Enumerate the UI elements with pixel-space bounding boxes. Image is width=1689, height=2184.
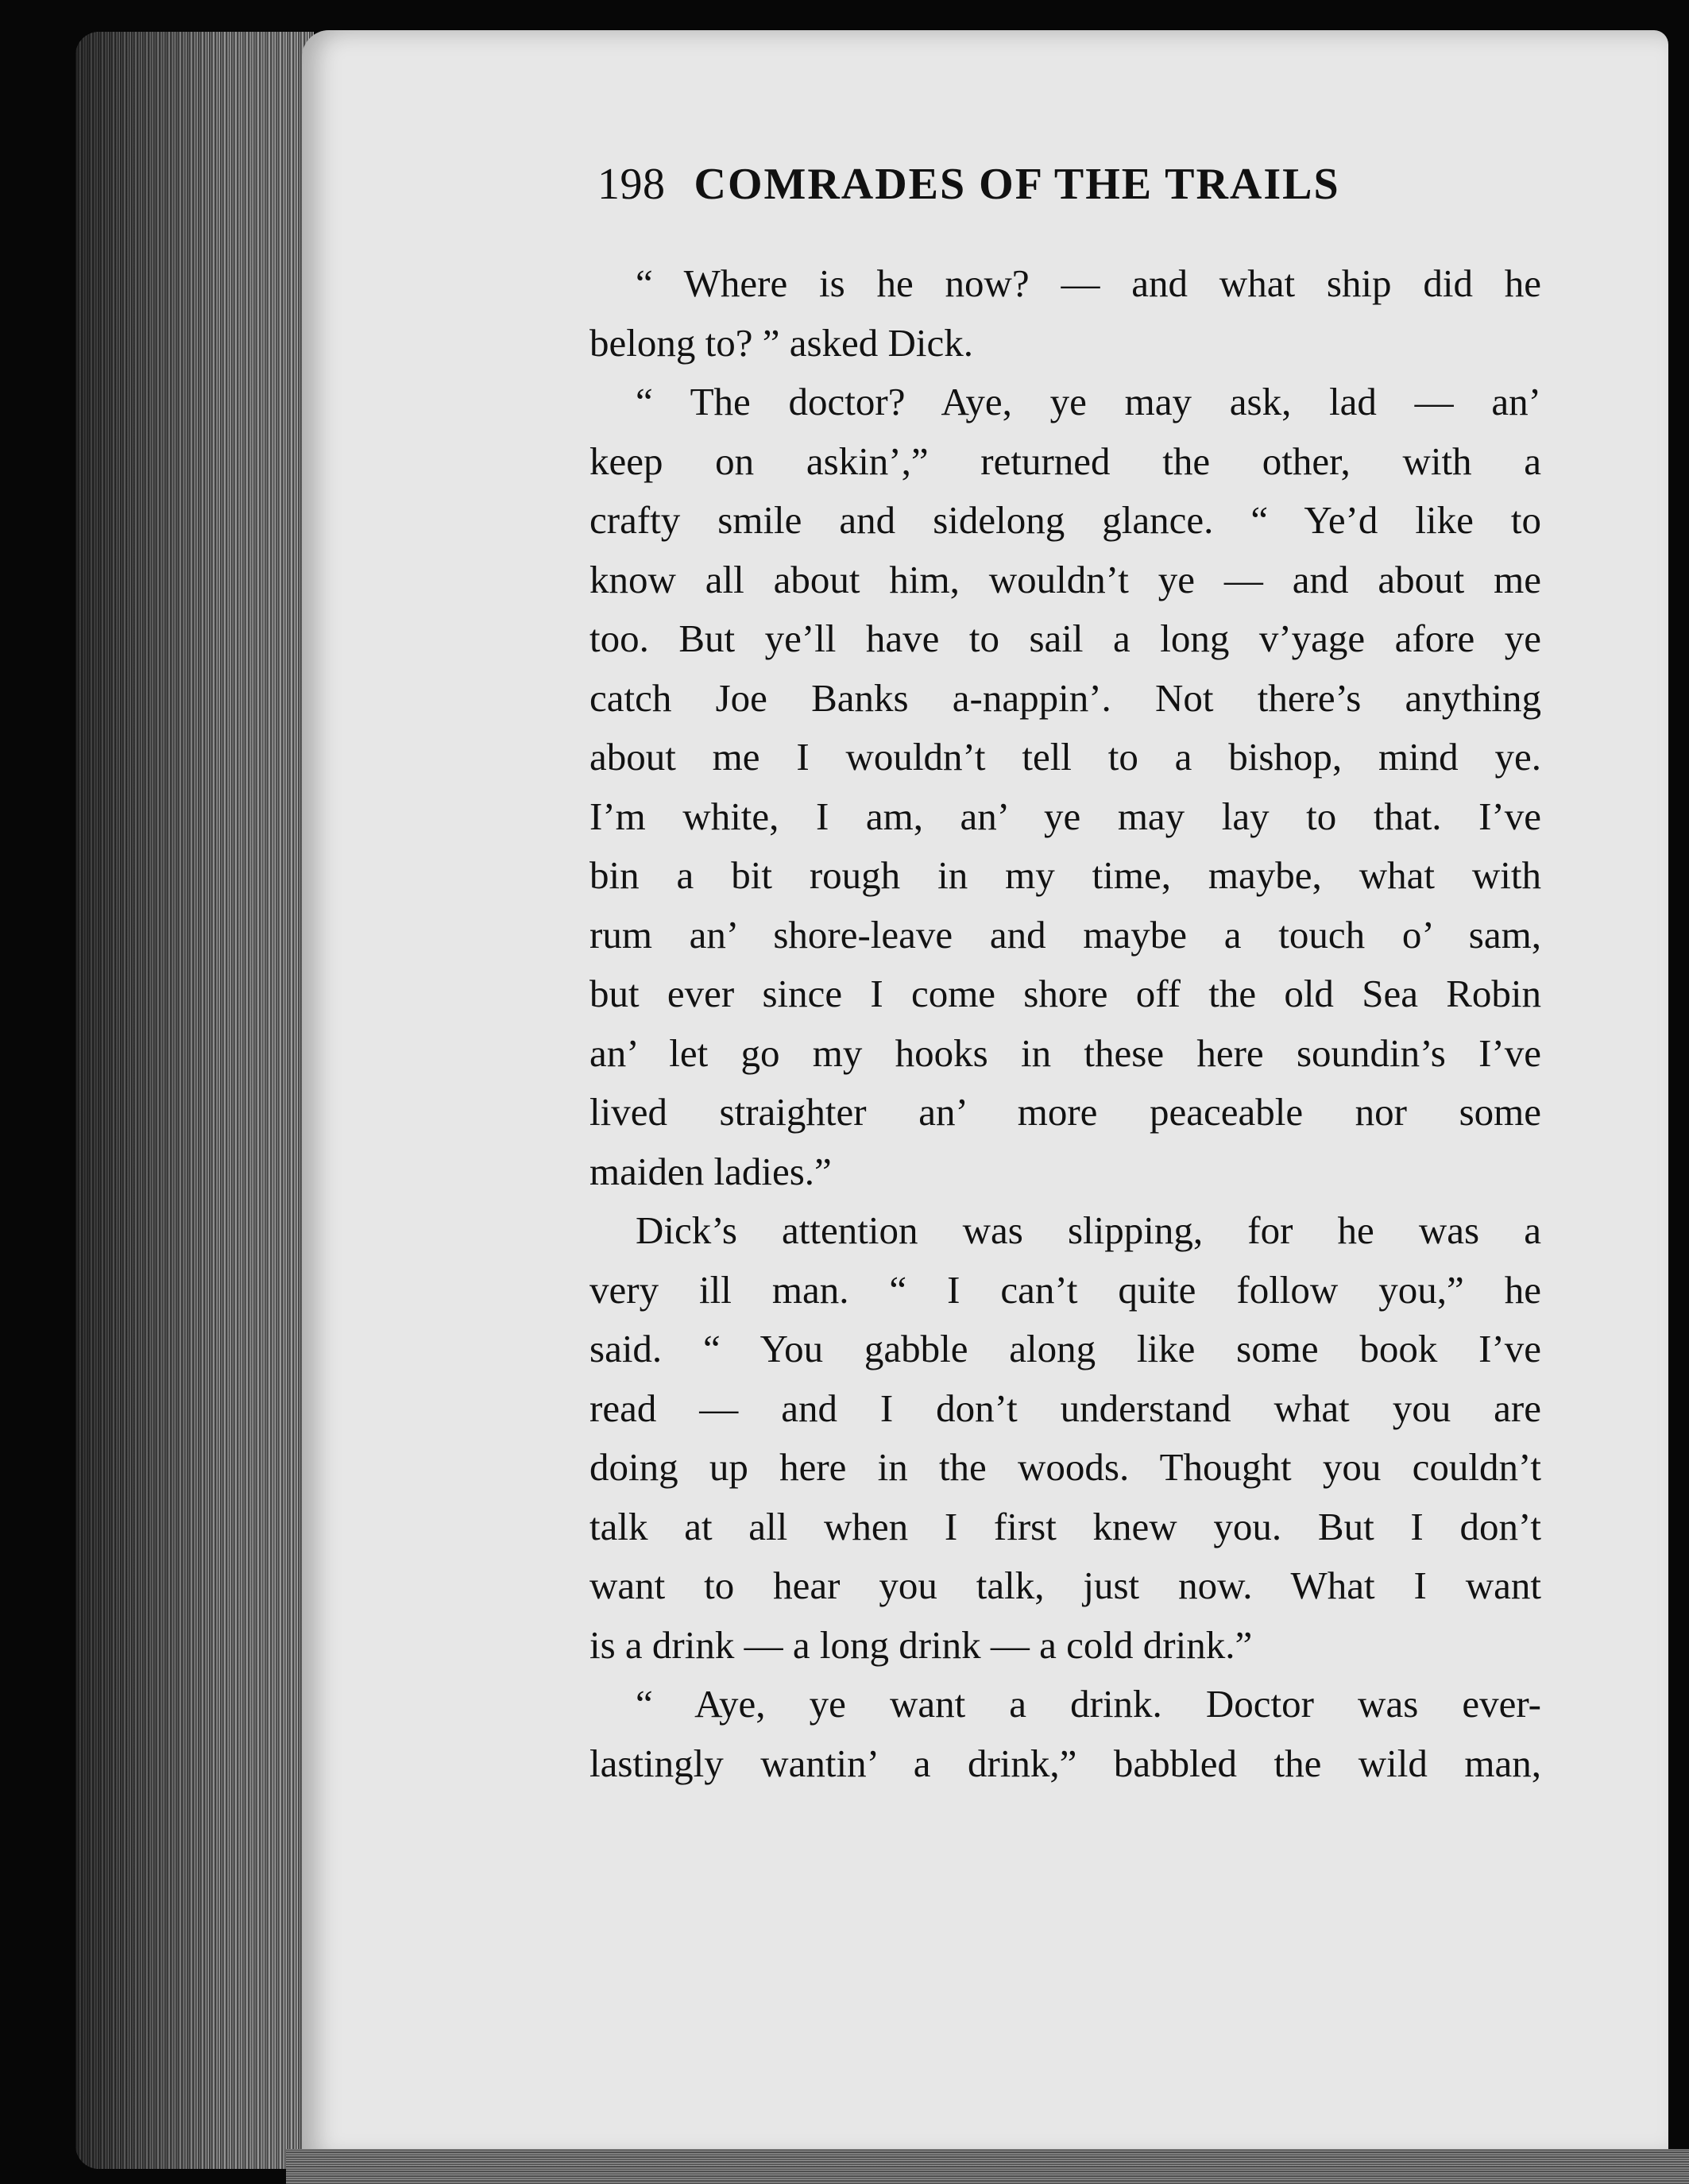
text-line: catch Joe Banks a-nappin’. Not there’s anything bbox=[589, 675, 1541, 720]
text-line: lastingly wantin’ a drink,” babbled the wild man, bbox=[589, 1741, 1541, 1785]
text-line: said. “ You gabble along like some book I’ve bbox=[589, 1327, 1541, 1370]
text-line: belong to? ” asked Dick. bbox=[589, 320, 974, 365]
text-line: lived straighter an’ more peaceable nor some bbox=[589, 1090, 1541, 1134]
body-text bbox=[589, 254, 1541, 1793]
text-line: bin a bit rough in my time, maybe, what with bbox=[589, 853, 1541, 897]
text-line: talk at all when I first knew you. But I don’t bbox=[589, 1504, 1541, 1548]
page-number: 198 bbox=[597, 160, 666, 209]
text-line: I’m white, I am, an’ ye may lay to that. I’ve bbox=[589, 794, 1541, 838]
text-line: Dick’s attention was slipping, for he was a bbox=[636, 1208, 1541, 1252]
running-header bbox=[597, 159, 1499, 210]
text-line: about me I wouldn’t tell to a bishop, mind ye. bbox=[589, 735, 1541, 779]
text-line: very ill man. “ I can’t quite follow you,” he bbox=[589, 1267, 1541, 1312]
text-line: know all about him, wouldn’t ye — and about me bbox=[589, 557, 1541, 601]
running-title: COMRADES OF THE TRAILS bbox=[694, 160, 1340, 209]
text-line: “ The doctor? Aye, ye may ask, lad — an’ bbox=[636, 380, 1541, 423]
book-bottom-edge bbox=[286, 2149, 1689, 2184]
text-line: “ Where is he now? — and what ship did he bbox=[636, 261, 1541, 305]
text-line: read — and I don’t understand what you are bbox=[589, 1386, 1541, 1430]
text-line: crafty smile and sidelong glance. “ Ye’d like to bbox=[589, 498, 1541, 542]
text-line: too. But ye’ll have to sail a long v’yage afore ye bbox=[589, 617, 1541, 660]
text-line: “ Aye, ye want a drink. Doctor was ever- bbox=[636, 1682, 1541, 1726]
book-page-edges bbox=[75, 32, 314, 2169]
text-line: rum an’ shore-leave and maybe a touch o’ sam, bbox=[589, 912, 1541, 957]
text-line: an’ let go my hooks in these here soundin’s I’ve bbox=[589, 1030, 1541, 1075]
text-line: keep on askin’,” returned the other, with a bbox=[589, 439, 1541, 483]
text-line: want to hear you talk, just now. What I want bbox=[589, 1564, 1541, 1607]
text-line: doing up here in the woods. Thought you couldn’t bbox=[589, 1445, 1541, 1489]
text-line: but ever since I come shore off the old Sea Robin bbox=[589, 972, 1541, 1015]
text-line: maiden ladies.” bbox=[589, 1149, 832, 1193]
text-line: is a drink — a long drink — a cold drink.” bbox=[589, 1622, 1253, 1667]
